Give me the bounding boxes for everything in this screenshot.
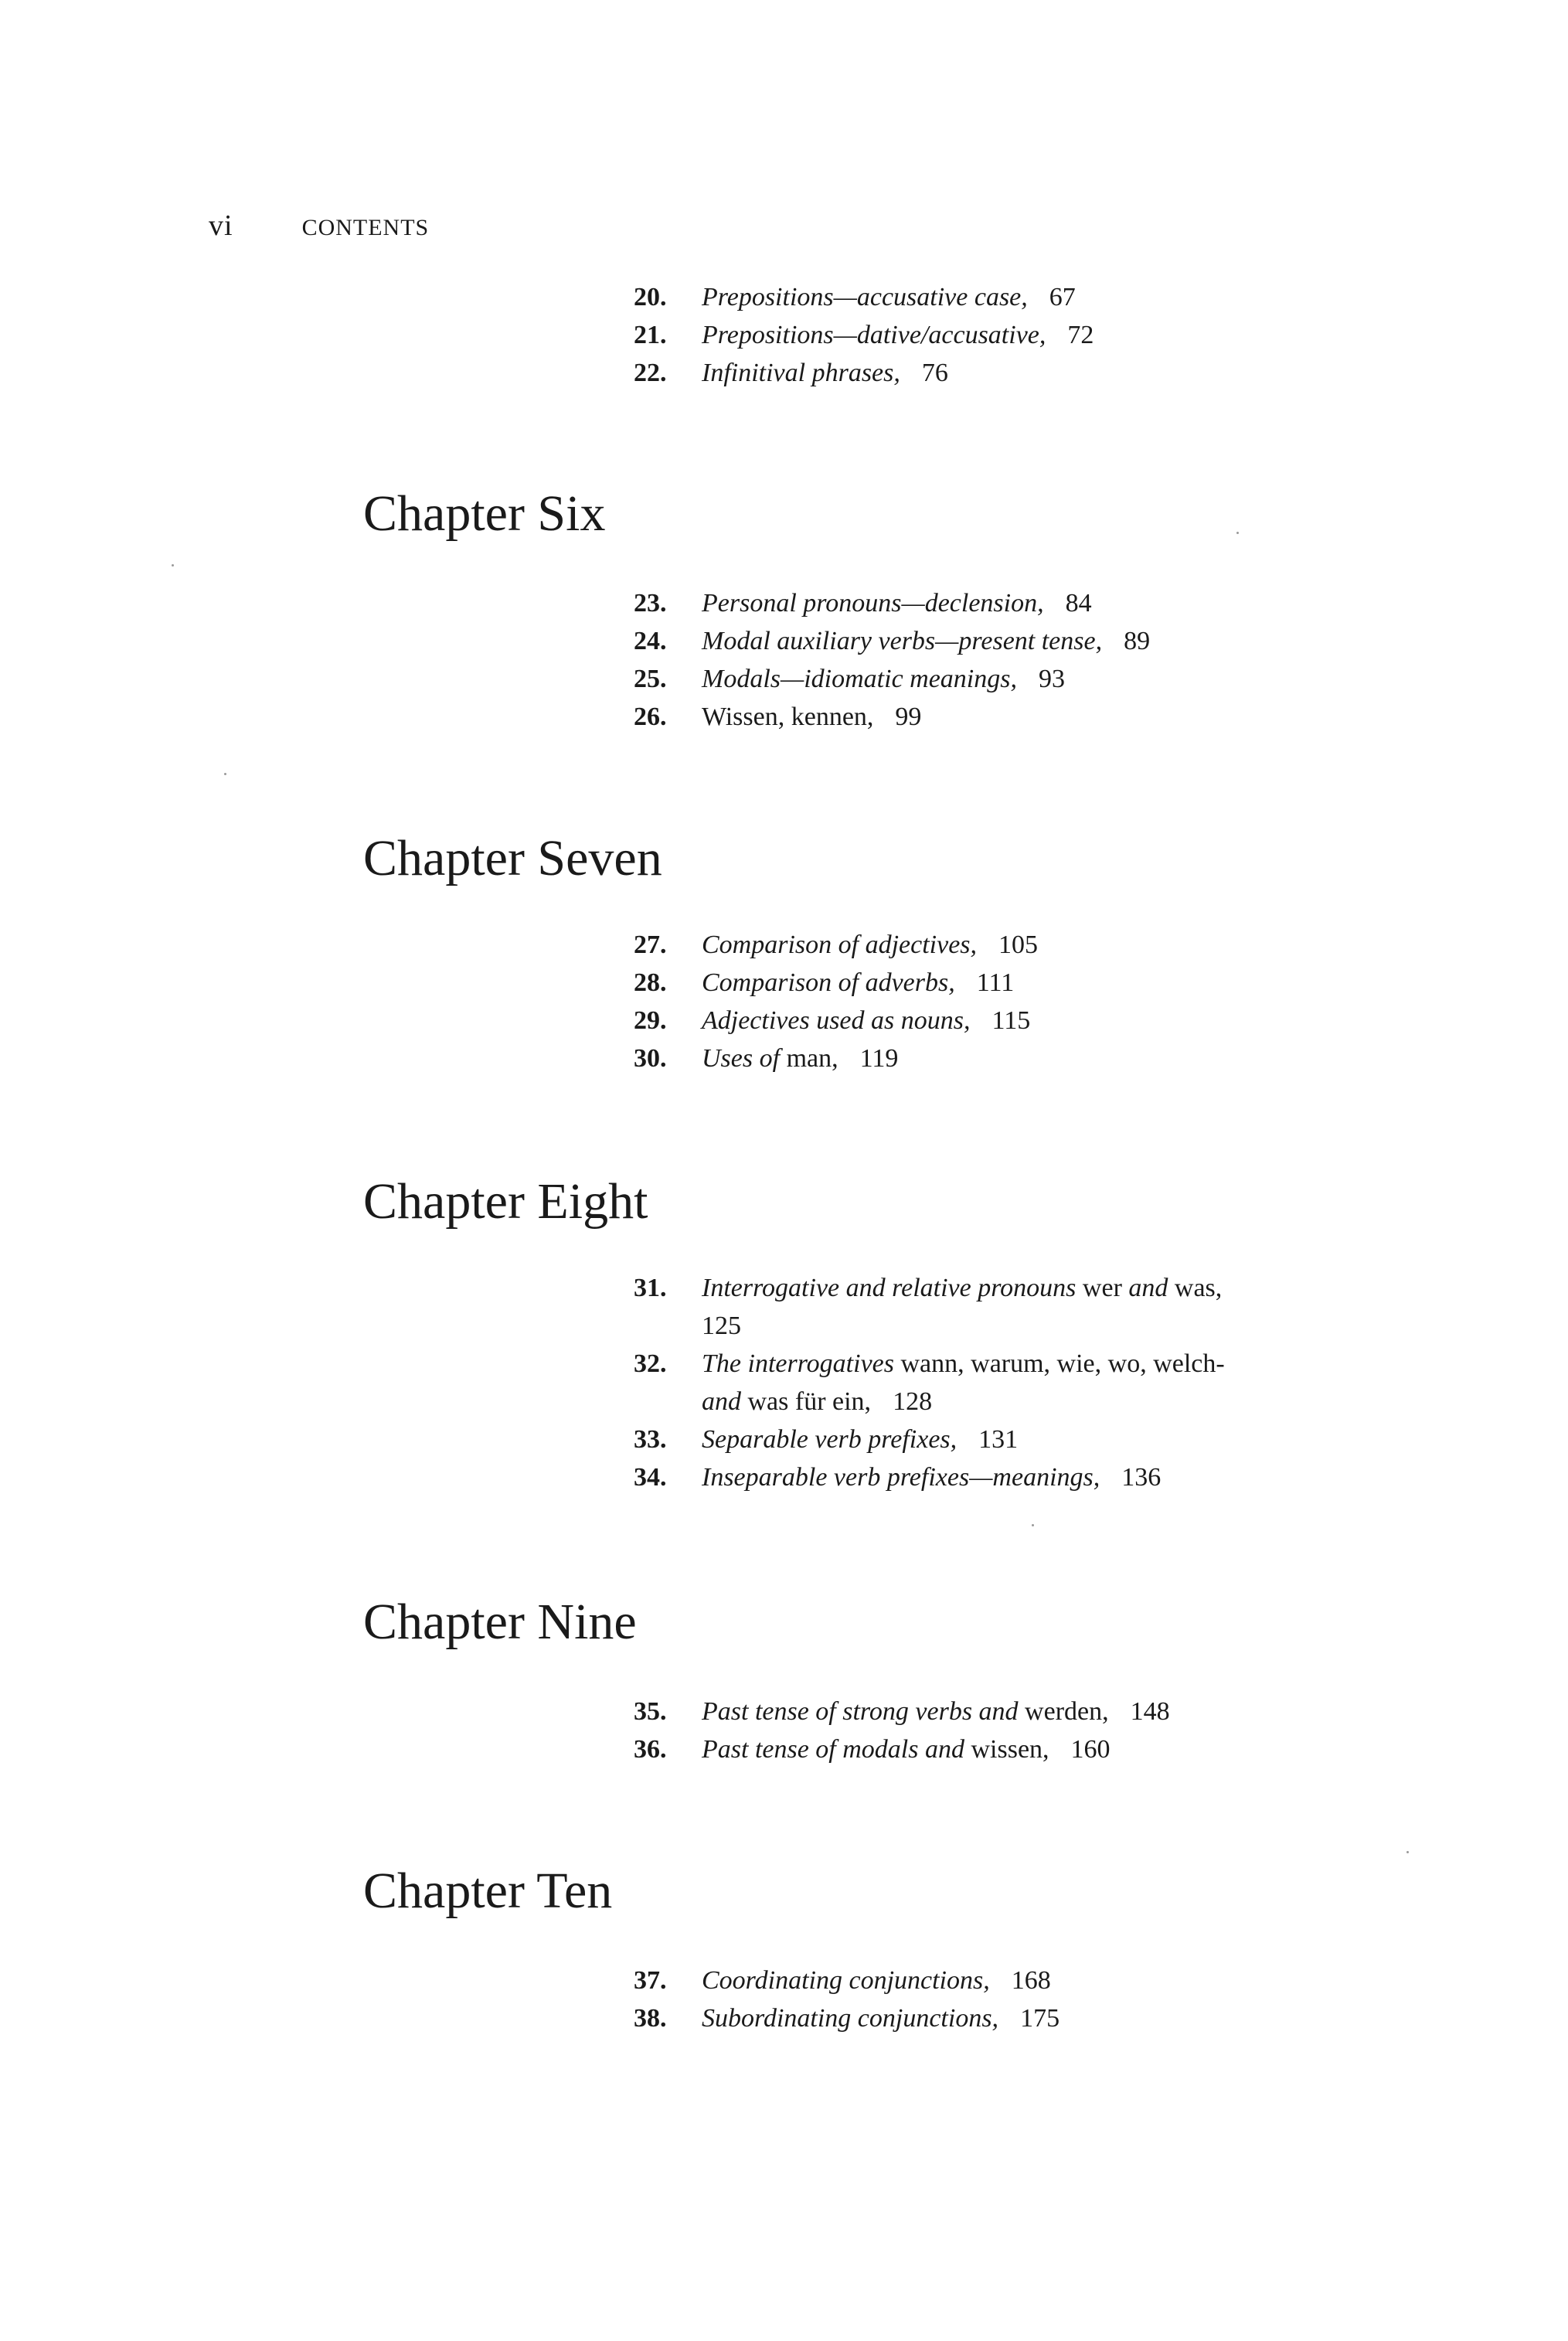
entry-page: 72: [1067, 321, 1094, 349]
entry-page: 99: [895, 703, 922, 731]
entry-page: 131: [978, 1425, 1019, 1454]
chapter-heading: Chapter Ten: [363, 1863, 613, 1919]
scan-speck: [1406, 1851, 1409, 1853]
entry-title: Personal pronouns—declension,: [702, 589, 1044, 618]
entry-number: 36.: [634, 1735, 667, 1764]
entry-number: 24.: [634, 627, 667, 655]
scan-speck: [1032, 1524, 1034, 1526]
entry-title: Separable verb prefixes,: [702, 1425, 957, 1454]
entry-number: 35.: [634, 1697, 667, 1726]
entry-page: 76: [921, 359, 948, 387]
chapter-entry-list: [634, 584, 1252, 736]
entry-title: Inseparable verb prefixes—meanings,: [702, 1463, 1100, 1492]
entry-title: and: [702, 1387, 741, 1416]
entry-title: and: [978, 1697, 1019, 1726]
chapter-entry-list: [634, 1962, 1252, 2037]
entry-number: 22.: [634, 359, 667, 387]
scan-speck: [172, 564, 174, 567]
chapter-heading: Chapter Seven: [363, 830, 662, 886]
entry-roman: wissen,: [971, 1735, 1049, 1764]
chapter-entry-list: [634, 1269, 1252, 1496]
toc-entry: [634, 278, 1252, 316]
entry-number: 30.: [634, 1044, 667, 1073]
toc-entry: [634, 660, 1252, 698]
entry-page: 160: [1070, 1735, 1111, 1764]
entry-page: 148: [1130, 1697, 1170, 1726]
toc-entry: [634, 622, 1252, 660]
entry-title: Past tense of strong verbs: [702, 1697, 973, 1726]
chapter-entry-list: [634, 1693, 1252, 1768]
entry-title: Comparison of adjectives,: [702, 931, 978, 959]
entry-roman: werden,: [1025, 1697, 1109, 1726]
entry-number: 34.: [634, 1463, 667, 1492]
entry-page: 125: [702, 1312, 741, 1340]
entry-roman: was für ein,: [747, 1387, 872, 1416]
entry-title: Adjectives used as nouns,: [702, 1006, 971, 1035]
entry-title: Wissen, kennen,: [702, 703, 874, 731]
entry-title: Interrogative and relative pronouns: [702, 1274, 1077, 1302]
entry-page: 128: [893, 1387, 933, 1416]
entry-number: 21.: [634, 321, 667, 349]
entry-title: Prepositions—accusative case,: [702, 283, 1028, 311]
toc-entry: [634, 1269, 1252, 1345]
toc-entry: [634, 1345, 1252, 1421]
entry-page: 175: [1020, 2004, 1060, 2033]
entry-number: 23.: [634, 589, 667, 618]
scan-speck: [1236, 532, 1239, 534]
entry-roman: wer: [1082, 1274, 1122, 1302]
toc-entry: [634, 1002, 1252, 1039]
entry-title: Modals—idiomatic meanings,: [702, 665, 1017, 693]
top-entry-list: [634, 278, 1252, 392]
entry-title: Modal auxiliary verbs—present tense,: [702, 627, 1103, 655]
toc-entry: [634, 1693, 1252, 1730]
running-head: [209, 209, 429, 243]
scan-speck: [224, 773, 226, 775]
entry-number: 25.: [634, 665, 667, 693]
running-head-title: CONTENTS: [301, 215, 430, 240]
chapter-heading: Chapter Eight: [363, 1173, 648, 1230]
entry-page: 136: [1121, 1463, 1162, 1492]
entry-number: 32.: [634, 1349, 667, 1378]
entry-title: and: [924, 1735, 964, 1764]
toc-entry: [634, 1999, 1252, 2037]
toc-entry: [634, 698, 1252, 736]
toc-entry: [634, 1421, 1252, 1458]
toc-entry: [634, 584, 1252, 622]
entry-title: Comparison of adverbs,: [702, 968, 955, 997]
entry-title: and: [1128, 1274, 1168, 1302]
chapter-heading: Chapter Nine: [363, 1594, 637, 1650]
entry-number: 38.: [634, 2004, 667, 2033]
chapter-entry-list: [634, 926, 1252, 1077]
entry-page: 115: [991, 1006, 1031, 1035]
entry-number: 28.: [634, 968, 667, 997]
entry-title: Prepositions—dative/accusative,: [702, 321, 1046, 349]
toc-entry: [634, 316, 1252, 354]
toc-entry: [634, 1039, 1252, 1077]
entry-title: Infinitival phrases,: [702, 359, 900, 387]
entry-title: Past tense of modals: [702, 1735, 919, 1764]
entry-roman: was,: [1174, 1274, 1223, 1302]
entry-number: 27.: [634, 931, 667, 959]
entry-number: 29.: [634, 1006, 667, 1035]
entry-title: Coordinating conjunctions,: [702, 1966, 990, 1995]
toc-entry: [634, 964, 1252, 1002]
entry-number: 20.: [634, 283, 667, 311]
entry-page: 111: [976, 968, 1015, 997]
entry-page: 105: [998, 931, 1039, 959]
entry-number: 33.: [634, 1425, 667, 1454]
toc-entry: [634, 1730, 1252, 1768]
entry-page: 168: [1011, 1966, 1051, 1995]
entry-roman: man,: [786, 1044, 838, 1073]
chapter-heading: Chapter Six: [363, 485, 606, 542]
entry-roman: wann, warum, wie, wo, welch-: [900, 1349, 1225, 1378]
entry-number: 26.: [634, 703, 667, 731]
entry-page: 93: [1038, 665, 1065, 693]
entry-page: 119: [859, 1044, 899, 1073]
entry-number: 37.: [634, 1966, 667, 1995]
entry-title: The interrogatives: [702, 1349, 894, 1378]
entry-title: Subordinating conjunctions,: [702, 2004, 999, 2033]
toc-entry: [634, 926, 1252, 964]
toc-entry: [634, 354, 1252, 392]
toc-entry: [634, 1458, 1252, 1496]
toc-entry: [634, 1962, 1252, 1999]
entry-number: 31.: [634, 1274, 667, 1302]
entry-page: 89: [1124, 627, 1151, 655]
entry-page: 67: [1049, 283, 1076, 311]
entry-page: 84: [1065, 589, 1092, 618]
entry-title: Uses of: [702, 1044, 781, 1073]
page-folio: vi: [209, 209, 233, 242]
